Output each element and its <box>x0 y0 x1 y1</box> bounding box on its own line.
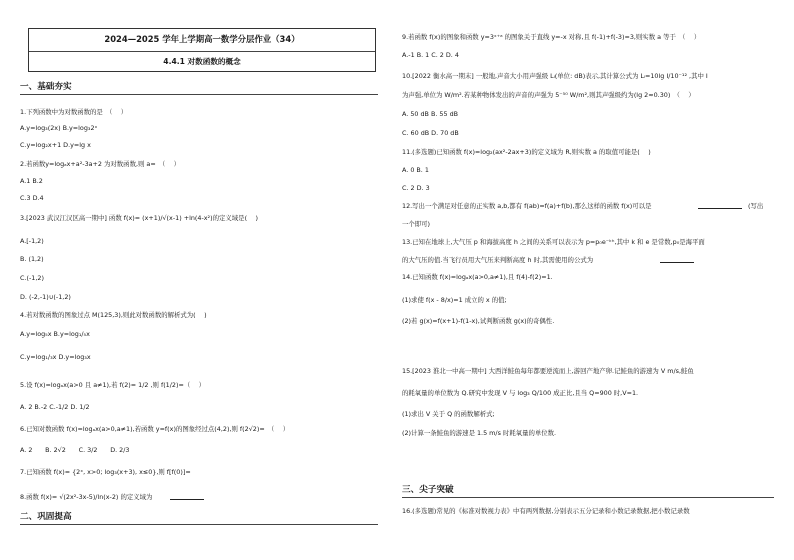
section-advanced-rule <box>402 497 774 498</box>
section-consolidate-rule <box>20 524 378 525</box>
question-3-option-b: B. (1,2) <box>20 255 44 263</box>
question-14: 14.已知函数 f(x)=logₐx(a>0,a≠1),且 f(4)-f(2)=1. <box>402 273 553 281</box>
question-2-options-cd: C.3 D.4 <box>20 194 44 202</box>
question-14-part2: (2)若 g(x)=f(x+1)-f(1-x),试判断函数 g(x)的奇偶性. <box>402 317 555 325</box>
question-15-part1: (1)求出 V 关于 Q 的函数解析式; <box>402 410 495 418</box>
question-8: 8.函数 f(x)= √(2x²-3x-5)/ln(x-2) 的定义域为 <box>20 493 153 501</box>
page-subtitle: 4.4.1 对数函数的概念 <box>163 57 241 66</box>
question-6-options: A. 2 B. 2√2 C. 3/2 D. 2/3 <box>20 446 130 454</box>
header-divider <box>29 51 375 52</box>
question-10-cont: 为声强,单位为 W/m².若某种物体发出的声音的声强为 5⁻⁵⁰ W/m²,则其声强级约为(lg 2≈0.30) （ ） <box>402 91 695 99</box>
question-11-options-ab: A. 0 B. 1 <box>402 166 429 174</box>
question-3-option-d: D. (-2,-1)∪(-1,2) <box>20 293 71 301</box>
question-3-option-a: A.[-1,2) <box>20 237 44 245</box>
question-14-part1: (1)求使 f(x - 8/x)=1 成立的 x 的值; <box>402 296 507 304</box>
section-consolidate: 二、巩固提高 <box>20 512 72 522</box>
question-12-paren: (写出 <box>748 202 764 210</box>
question-3-option-c: C.(-1,2) <box>20 274 44 282</box>
question-13: 13.已知在地球上,大气压 p 和海拔高度 h 之间的关系可以表示为 p=p₀e⁻ᵏʰ,其中 k 和 e 是常数,p₀是海平面 <box>402 238 705 246</box>
question-4-options-cd: C.y=log₁/₃x D.y=log₃x <box>20 353 91 361</box>
question-2: 2.若函数y=logₐx+a²-3a+2 为对数函数,则 a= （ ） <box>20 160 181 168</box>
question-3: 3.[2023 武汉江汉区高一期中] 函数 f(x)= (x+1)/√(x-1) +ln(4-x²)的定义域是( ) <box>20 214 258 222</box>
question-12: 12.写出一个满足对任意的正实数 a,b,都有 f(ab)=f(a)+f(b),那么这样的函数 f(x)可以是 <box>402 202 652 210</box>
question-1-options-ab: A.y=log₃(2x) B.y=log₃2ˣ <box>20 124 98 132</box>
question-5: 5.设 f(x)=logₐx(a>0 且 a≠1),若 f(2)= 1/2 ,则 f(1/2)=（ ） <box>20 381 206 389</box>
question-9: 9.若函数 f(x)的图象和函数 y=3ˣ⁺ᵃ 的图象关于直线 y=-x 对称,且 f(-1)+f(-3)=3,则实数 a 等于 （ ） <box>402 33 701 41</box>
left-column <box>20 0 378 560</box>
question-11-options-cd: C. 2 D. 3 <box>402 184 430 192</box>
question-4: 4.若对数函数的图象过点 M(125,3),则此对数函数的解析式为( ) <box>20 311 207 319</box>
header-box <box>28 28 376 72</box>
question-6: 6.已知对数函数 f(x)=logₐx(a>0,a≠1),若函数 y=f(x)的图象经过点(4,2),则 f(2√2)= （ ） <box>20 425 290 433</box>
question-12-blank <box>698 203 742 209</box>
question-15: 15.[2023 淮北一中高一期中] 大西洋鲑鱼每年都要逆流而上,游回产地产卵.记鲑鱼的游速为 V m/s,鲑鱼 <box>402 367 694 375</box>
question-10-options-ab: A. 50 dB B. 55 dB <box>402 110 459 118</box>
section-basic-rule <box>20 94 378 95</box>
question-9-options: A.-1 B. 1 C. 2 D. 4 <box>402 51 459 59</box>
section-basic: 一、基础夯实 <box>20 82 72 92</box>
section-advanced: 三、尖子突破 <box>402 485 454 495</box>
page-title: 2024—2025 学年上学期高一数学分层作业（34） <box>104 34 300 44</box>
question-11: 11.(多选题)已知函数 f(x)=log₂(ax²-2ax+3)的定义域为 R,则实数 a 的取值可能是( ) <box>402 148 651 156</box>
question-15-cont: 的耗氧量的单位数为 Q.研究中发现 V 与 log₃ Q/100 成正比,且当 Q=900 时,V=1. <box>402 389 639 397</box>
question-15-part2: (2)计算一条鲑鱼的游速是 1.5 m/s 时耗氧量的单位数. <box>402 429 557 437</box>
question-7: 7.已知函数 f(x)= {2ˣ, x>0; log₃(x+3), x≤0},则 f[f(0)]= <box>20 468 191 476</box>
question-12-cont: 一个即可) <box>402 220 431 228</box>
question-1-options-cd: C.y=log₂x+1 D.y=lg x <box>20 141 91 149</box>
question-1: 1.下列函数中为对数函数的是 （ ） <box>20 108 128 116</box>
question-2-options-ab: A.1 B.2 <box>20 177 43 185</box>
question-10: 10.[2022 衡水高一期末] 一般地,声音大小用声强级 Lₗ(单位: dB)表示,其计算公式为 Lₗ=10lg I/10⁻¹² ,其中 I <box>402 72 708 80</box>
question-13-cont: 的大气压的值.当飞行员用大气压来判断高度 h 时,其需使用的公式为 <box>402 256 594 264</box>
right-column <box>402 0 774 560</box>
question-13-blank <box>660 257 694 263</box>
question-4-options-ab: A.y=log₅x B.y=log₁/₅x <box>20 330 90 338</box>
question-5-options: A. 2 B.-2 C.-1/2 D. 1/2 <box>20 403 90 411</box>
question-10-options-cd: C. 60 dB D. 70 dB <box>402 129 459 137</box>
question-16: 16.(多选题)常见的《标准对数视力表》中有两列数据,分别表示五分记录和小数记录数据,把小数记录数 <box>402 507 690 515</box>
question-8-blank <box>170 494 204 500</box>
